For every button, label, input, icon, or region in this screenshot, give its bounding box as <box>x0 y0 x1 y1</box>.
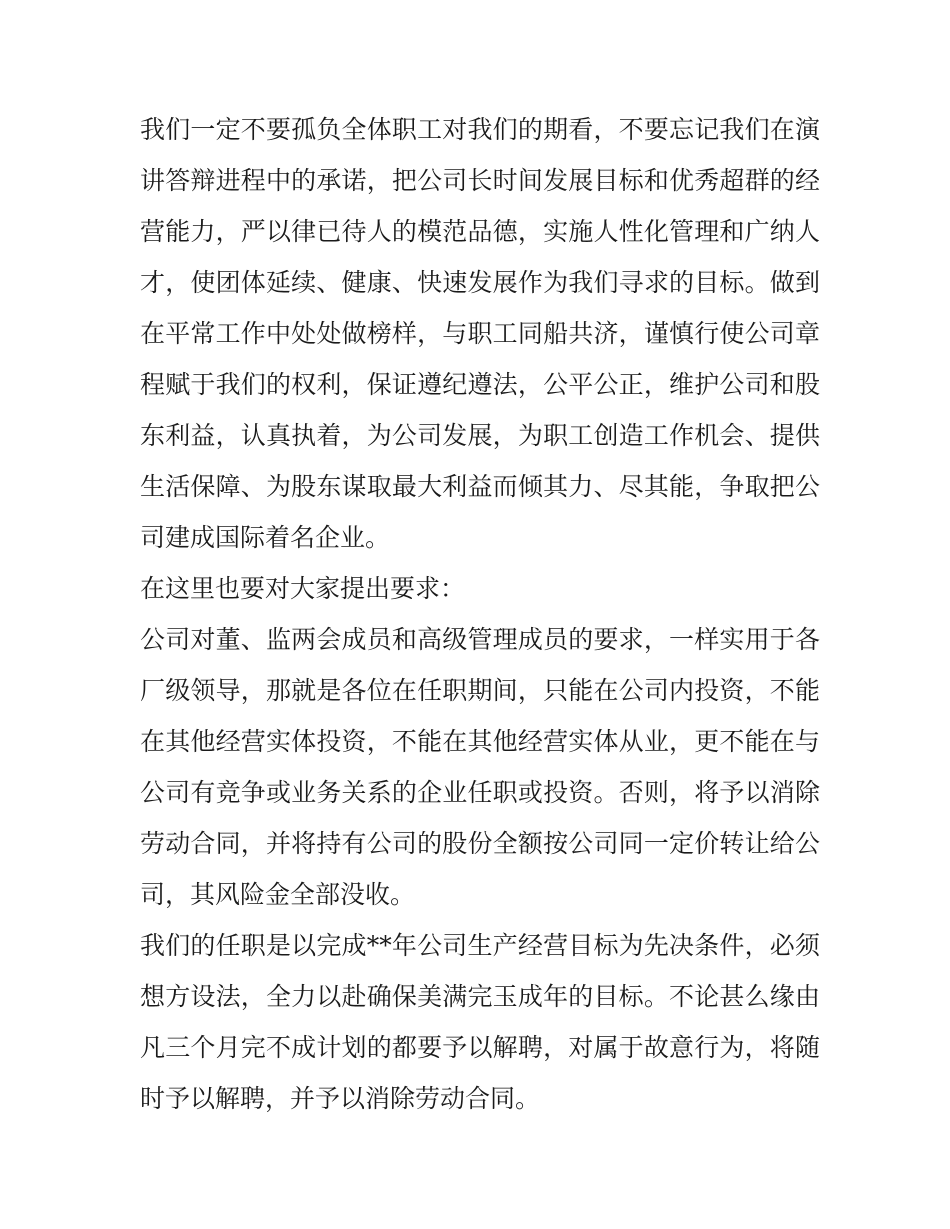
paragraph-line: 程赋于我们的权利，保证遵纪遵法，公平公正，维护公司和股 <box>140 370 820 399</box>
paragraph-line: 生活保障、为股东谋取最大利益而倾其力、尽其能，争取把公 <box>140 472 820 501</box>
paragraph-line: 司，其风险金全部没收。 <box>140 880 416 909</box>
paragraph-performance-targets <box>140 920 820 1124</box>
paragraph-line: 在其他经营实体投资，不能在其他经营实体从业，更不能在与 <box>140 727 820 756</box>
paragraph-line: 厂级领导，那就是各位在任职期间，只能在公司内投资，不能 <box>140 676 820 705</box>
document-body <box>140 104 820 1124</box>
paragraph-line: 我们一定不要孤负全体职工对我们的期看，不要忘记我们在演 <box>140 115 820 144</box>
paragraph-line: 营能力，严以律已待人的模范品德，实施人性化管理和广纳人 <box>140 217 820 246</box>
paragraph-commitment <box>140 104 820 563</box>
paragraph-line: 司建成国际着名企业。 <box>140 523 391 552</box>
paragraph-line: 想方设法，全力以赴确保美满完玉成年的目标。不论甚么缘由 <box>140 982 820 1011</box>
paragraph-line: 在这里也要对大家提出要求： <box>140 574 466 603</box>
paragraph-line: 公司有竞争或业务关系的企业任职或投资。否则，将予以消除 <box>140 778 820 807</box>
paragraph-investment-rules <box>140 614 820 920</box>
paragraph-line: 讲答辩进程中的承诺，把公司长时间发展目标和优秀超群的经 <box>140 166 820 195</box>
paragraph-line: 东利益，认真执着，为公司发展，为职工创造工作机会、提供 <box>140 421 820 450</box>
paragraph-line: 公司对董、监两会成员和高级管理成员的要求，一样实用于各 <box>140 625 820 654</box>
paragraph-line: 时予以解聘，并予以消除劳动合同。 <box>140 1084 541 1113</box>
paragraph-line: 劳动合同，并将持有公司的股份全额按公司同一定价转让给公 <box>140 829 820 858</box>
paragraph-line: 我们的任职是以完成**年公司生产经营目标为先决条件，必须 <box>140 931 820 960</box>
paragraph-line: 凡三个月完不成计划的都要予以解聘，对属于故意行为，将随 <box>140 1033 820 1062</box>
paragraph-requirements-intro <box>140 563 820 614</box>
paragraph-line: 才，使团体延续、健康、快速发展作为我们寻求的目标。做到 <box>140 268 820 297</box>
paragraph-line: 在平常工作中处处做榜样，与职工同船共济，谨慎行使公司章 <box>140 319 820 348</box>
